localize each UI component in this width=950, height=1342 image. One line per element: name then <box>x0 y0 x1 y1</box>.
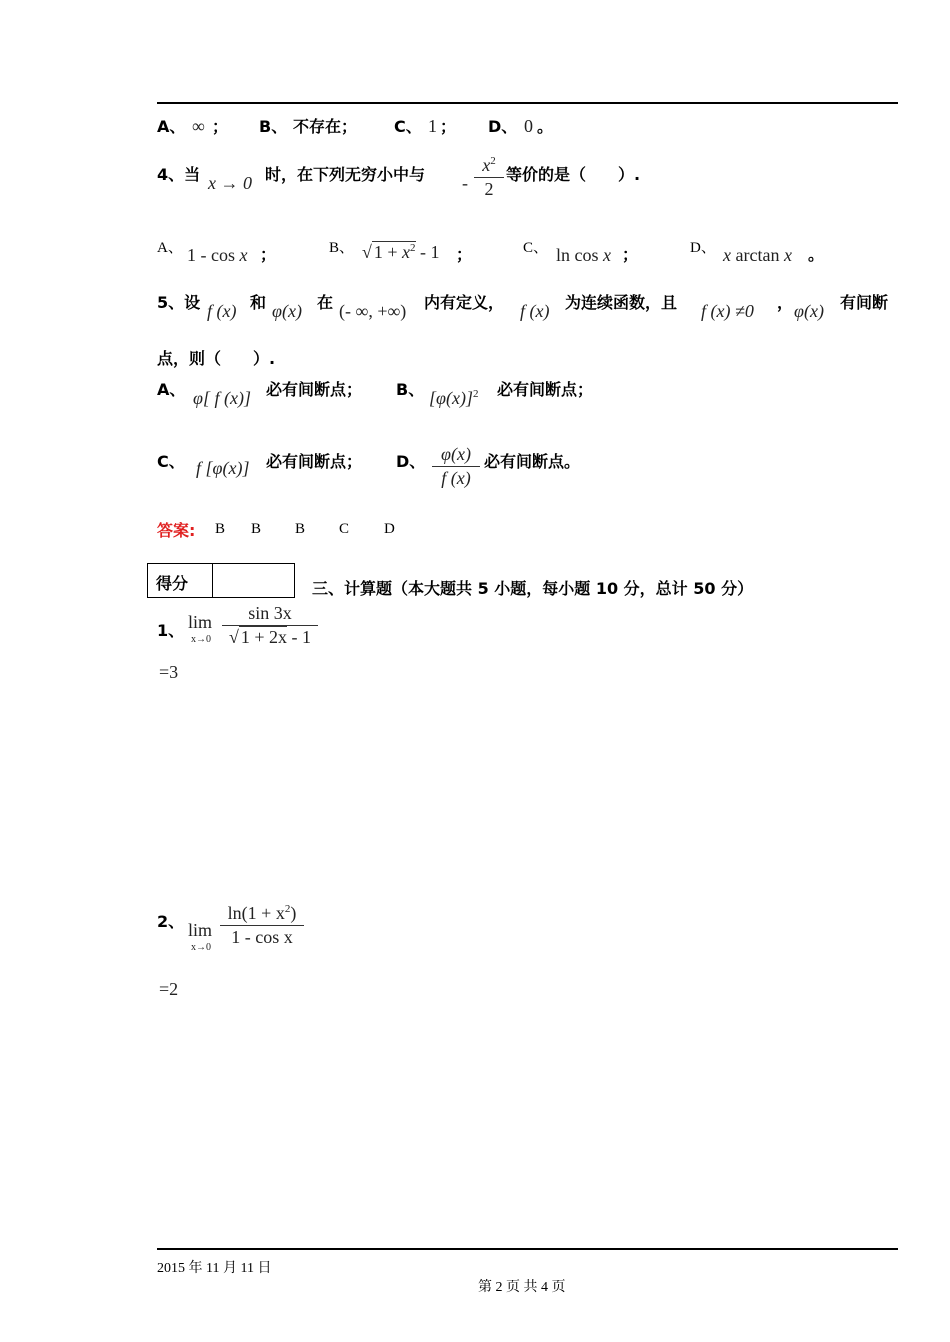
q5-option-d-den: f (x) <box>441 468 471 488</box>
footer-rule <box>157 1248 898 1250</box>
calc2-lim-sub: x→0 <box>191 942 211 953</box>
q5-text2: 为连续函数，且 <box>565 293 678 312</box>
calc1-num: sin 3x <box>222 603 318 626</box>
answer-value: C <box>339 521 350 537</box>
q3-option-b-label: B、 <box>259 117 288 136</box>
calc2-num: $\ln(1 + x^2)$ <box>220 903 304 926</box>
q5-option-d-num: φ(x) <box>432 444 480 467</box>
calc1-prefix: 1、 <box>157 621 185 640</box>
q4-fraction <box>474 155 504 200</box>
q5-option-d-label: D、 <box>396 452 426 471</box>
q5-condition: f (x) ≠0 <box>701 301 754 321</box>
q5-phi2: φ(x) <box>794 301 824 321</box>
q3-option-d-value: 0 <box>524 116 533 136</box>
calc2-result: =2 <box>159 979 179 999</box>
q3-option-b-value: 不存在； <box>293 117 358 136</box>
q5-f1: f (x) <box>207 301 237 321</box>
q5-option-c-text: 必有间断点； <box>266 452 363 471</box>
q5-in: 在 <box>317 293 334 312</box>
calc2-fraction <box>220 903 304 948</box>
answer-value: D <box>384 521 395 537</box>
q5-option-d-text: 必有间断点。 <box>484 452 581 471</box>
header-rule <box>157 102 898 104</box>
q5-option-a-expr: φ[ f (x)] <box>193 388 251 408</box>
q4-prefix: 4、当 <box>157 165 201 184</box>
answers-label: 答案: <box>157 521 196 540</box>
q5-comma: ， <box>777 293 794 312</box>
calc1-den: √ 1 + 2x - 1 <box>228 627 312 647</box>
q3-option-c-label: C、 <box>394 117 422 136</box>
q5-and: 和 <box>250 293 267 312</box>
q4-option-b-sep: ； <box>456 245 473 264</box>
q5-option-b-label: B、 <box>396 380 425 399</box>
q3-option-d-label: D、 <box>488 117 518 136</box>
q5-option-b-expr: $[\varphi(x)]^2$ <box>429 388 479 408</box>
q4-option-c-expr: ln cos x <box>556 245 611 265</box>
q3-option-d-end: 。 <box>537 117 554 136</box>
q5-f2: f (x) <box>520 301 550 321</box>
q5-phi1: φ(x) <box>272 301 302 321</box>
q4-option-d-end: 。 <box>808 245 825 264</box>
q4-minus: - <box>462 173 468 193</box>
q3-option-a-sep: ； <box>212 117 229 136</box>
section-title: 三、计算题（本大题共 5 小题，每小题 10 分，总计 50 分） <box>312 579 754 598</box>
q4-option-b-label: B、 <box>329 240 355 256</box>
q5-option-b-text: 必有间断点； <box>497 380 594 399</box>
answer-value: B <box>215 521 226 537</box>
q3-option-a-label: A、 <box>157 117 186 136</box>
q4-option-c-label: C、 <box>523 240 549 256</box>
q4-option-a-sep: ； <box>260 245 277 264</box>
q4-option-d-label: D、 <box>690 240 716 256</box>
q4-option-d-expr: x arctan x <box>723 245 792 265</box>
q5-option-c-expr: f [φ(x)] <box>196 458 250 478</box>
footer-page-number: 第 2 页 共 4 页 <box>478 1280 566 1295</box>
q5-option-a-text: 必有间断点； <box>266 380 363 399</box>
q4-option-a-expr: 1 - cos x <box>187 245 248 265</box>
q5-text1: 内有定义， <box>424 293 505 312</box>
calc2-den: 1 - cos x <box>231 927 293 947</box>
score-box <box>147 563 295 598</box>
q4-option-b-expr: √ $1 + x^2 - 1$ <box>362 242 440 262</box>
answer-value: B <box>251 521 262 537</box>
score-label: 得分 <box>156 574 189 593</box>
q5-option-c-label: C、 <box>157 452 185 471</box>
calc1-lim-sub: x→0 <box>191 634 211 645</box>
q3-option-a-value: ∞ <box>192 116 205 136</box>
q5-option-d-fraction <box>432 444 480 489</box>
footer-date: 2015 年 11 月 11 日 <box>157 1261 272 1276</box>
q3-option-c-sep: ； <box>440 117 457 136</box>
q5-option-a-label: A、 <box>157 380 186 399</box>
q4-option-c-sep: ； <box>622 245 639 264</box>
q4-frac-num: x <box>482 155 491 175</box>
q5-prefix: 5、设 <box>157 293 201 312</box>
calc2-prefix: 2、 <box>157 912 185 931</box>
q4-frac-sup: 2 <box>490 155 496 167</box>
q4-option-a-label: A、 <box>157 240 183 256</box>
q4-text1: 时，在下列无穷小中与 <box>265 165 426 184</box>
q5-interval: (- ∞, +∞) <box>339 301 407 321</box>
q3-option-c-value: 1 <box>428 116 437 136</box>
q4-frac-den: 2 <box>484 179 494 199</box>
answer-value: B <box>295 521 306 537</box>
q4-text2: 等价的是（ ）. <box>506 165 641 184</box>
calc2-lim: lim <box>188 920 213 940</box>
q5-text3: 有间断 <box>840 293 889 312</box>
calc1-fraction <box>222 603 318 648</box>
q4-condition: x → 0 <box>208 173 252 193</box>
calc1-lim: lim <box>188 612 213 632</box>
calc1-result: =3 <box>159 662 179 682</box>
q5-line2: 点，则（ ）. <box>157 349 276 368</box>
